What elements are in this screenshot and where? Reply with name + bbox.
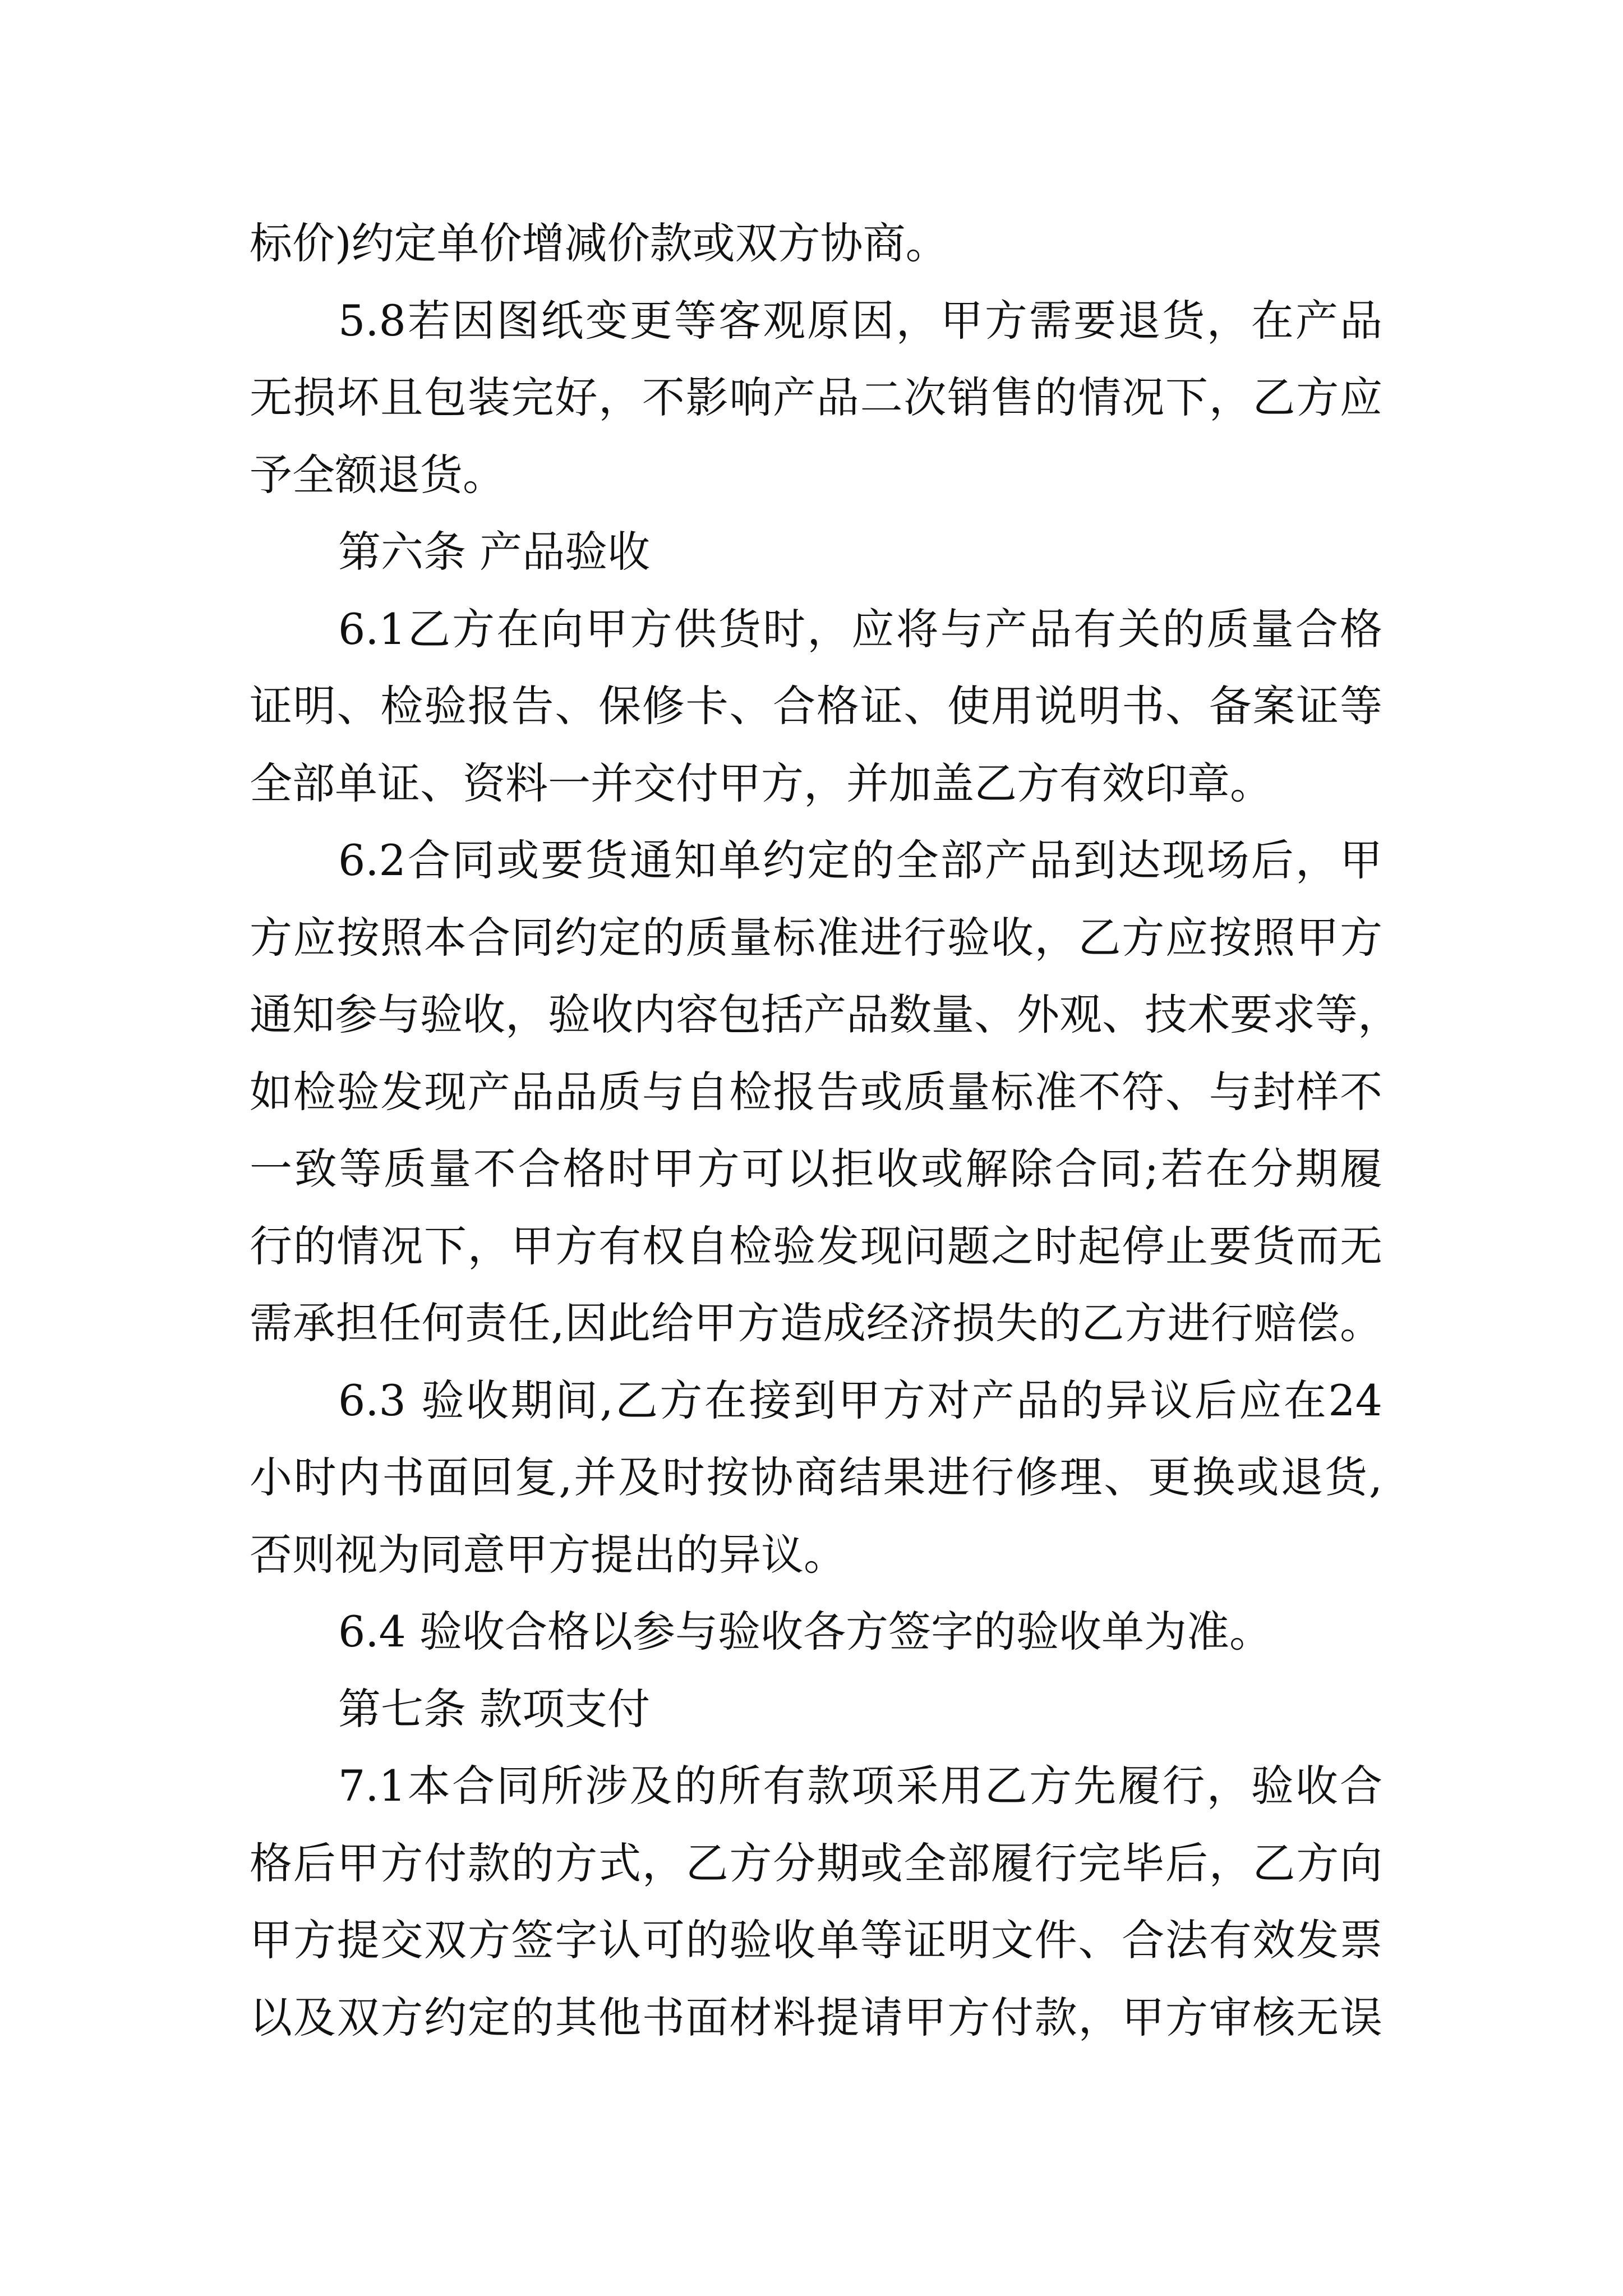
clause-5-8-line-2: 无损坏且包装完好，不影响产品二次销售的情况下，乙方应 — [250, 372, 1382, 422]
text-line-1: 标价)约定单价增减价款或双方协商。 — [250, 218, 948, 268]
clause-5-8-line-1: 5.8若因图纸变更等客观原因，甲方需要退货，在产品 — [338, 295, 1382, 346]
clause-7-1-line-2: 格后甲方付款的方式，乙方分期或全部履行完毕后，乙方向 — [250, 1838, 1382, 1888]
clause-6-4-line-1: 6.4 验收合格以参与验收各方签字的验收单为准。 — [338, 1607, 1272, 1657]
clause-7-1-line-4: 以及双方约定的其他书面材料提请甲方付款，甲方审核无误 — [250, 1992, 1382, 2042]
clause-6-1-line-3: 全部单证、资料一并交付甲方，并加盖乙方有效印章。 — [250, 758, 1272, 808]
document-body — [250, 205, 1400, 2056]
clause-6-1-line-1: 6.1乙方在向甲方供货时，应将与产品有关的质量合格 — [338, 604, 1382, 654]
clause-6-2-line-7: 需承担任何责任,因此给甲方造成经济损失的乙方进行赔偿。 — [250, 1298, 1382, 1348]
article-6-heading: 第六条 产品验收 — [338, 527, 651, 577]
clause-6-3-line-1: 6.3 验收期间,乙方在接到甲方对产品的异议后应在24 — [338, 1375, 1382, 1425]
clause-7-1-line-1: 7.1本合同所涉及的所有款项采用乙方先履行，验收合 — [338, 1761, 1382, 1811]
clause-6-3-line-2: 小时内书面回复,并及时按协商结果进行修理、更换或退货, — [250, 1452, 1382, 1502]
clause-6-1-line-2: 证明、检验报告、保修卡、合格证、使用说明书、备案证等 — [250, 681, 1382, 731]
clause-6-2-line-2: 方应按照本合同约定的质量标准进行验收，乙方应按照甲方 — [250, 912, 1382, 963]
clause-5-8-line-3: 予全额退货。 — [250, 449, 505, 500]
clause-7-1-line-3: 甲方提交双方签字认可的验收单等证明文件、合法有效发票 — [250, 1915, 1382, 1965]
clause-6-2-line-4: 如检验发现产品品质与自检报告或质量标准不符、与封样不 — [250, 1066, 1382, 1117]
clause-6-3-line-3: 否则视为同意甲方提出的异议。 — [250, 1529, 846, 1580]
clause-6-2-line-1: 6.2合同或要货通知单约定的全部产品到达现场后，甲 — [338, 835, 1382, 885]
clause-6-2-line-3: 通知参与验收，验收内容包括产品数量、外观、技术要求等， — [250, 990, 1400, 1039]
clause-6-2-line-5: 一致等质量不合格时甲方可以拒收或解除合同;若在分期履 — [250, 1144, 1382, 1194]
article-7-heading: 第七条 款项支付 — [338, 1683, 651, 1734]
clause-6-2-line-6: 行的情况下，甲方有权自检验发现问题之时起停止要货而无 — [250, 1221, 1382, 1271]
